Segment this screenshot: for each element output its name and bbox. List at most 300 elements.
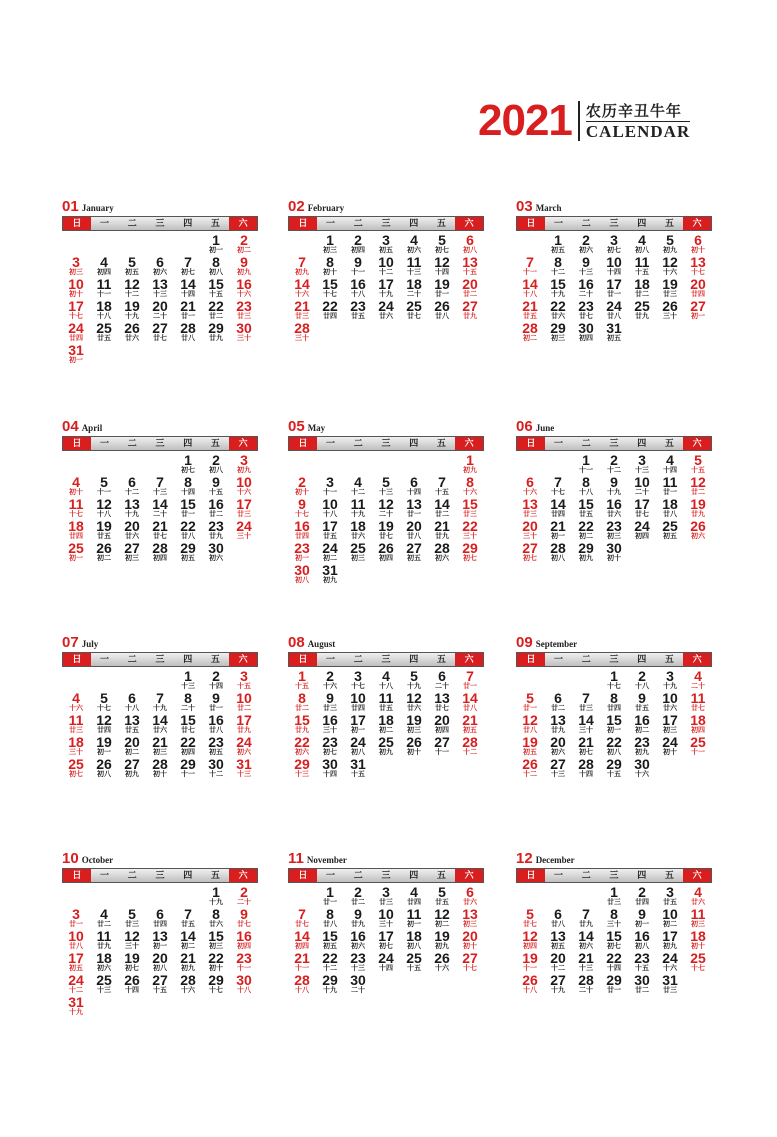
day-number: 7 [466,668,474,684]
day-number: 9 [638,690,646,706]
day-cell [544,974,572,996]
weekday-label: 日 [517,653,545,666]
lunar-day-label: 廿五 [379,705,393,712]
day-number: 8 [466,474,474,490]
day-number: 12 [124,928,140,944]
day-cell [344,670,372,692]
lunar-day-label: 初二 [635,727,649,734]
lunar-day-label: 初六 [435,555,449,562]
day-number: 5 [382,474,390,490]
weekday-label: 四 [637,654,647,664]
lunar-day-label: 廿八 [663,511,677,518]
day-cell [90,714,118,736]
day-number: 15 [322,276,338,292]
day-cell [544,758,572,780]
lunar-day-label: 初九 [125,771,139,778]
month-title [62,420,258,434]
day-number: 29 [606,972,622,988]
day-cell [146,714,174,736]
lunar-day-label: 初九 [379,749,393,756]
day-number: 8 [212,254,220,270]
day-number: 9 [354,254,362,270]
lunar-day-label: 二十 [435,683,449,690]
day-number: 27 [152,972,168,988]
day-cell [400,300,428,322]
day-number: 23 [634,734,650,750]
day-cell [174,256,202,278]
day-cell [146,542,174,564]
lunar-day-label: 十八 [237,987,251,994]
day-cell [146,758,174,780]
day-number: 17 [236,496,252,512]
day-number: 19 [96,734,112,750]
month-title [288,852,484,866]
day-cell [400,542,428,564]
lunar-day-label: 廿五 [125,727,139,734]
day-cell [516,736,544,758]
day-number: 13 [124,496,140,512]
lunar-day-label: 初五 [181,555,195,562]
day-number: 26 [96,540,112,556]
empty-cell [288,454,316,476]
day-cell [288,542,316,564]
lunar-day-label: 初八 [97,771,111,778]
weekday-label: 二 [127,218,137,228]
lunar-day-label: 初三 [351,555,365,562]
month-number: 10 [62,850,79,867]
lunar-day-label: 十八 [635,683,649,690]
weekday-label: 一 [326,870,336,880]
lunar-day-label: 初一 [97,749,111,756]
day-cell [456,886,484,908]
day-grid [288,234,484,344]
day-number: 2 [638,884,646,900]
day-number: 29 [606,756,622,772]
day-cell [400,692,428,714]
day-number: 30 [208,540,224,556]
day-number: 13 [152,276,168,292]
day-cell [428,886,456,908]
day-cell [202,974,230,996]
day-number: 4 [72,690,80,706]
day-cell [628,714,656,736]
lunar-day-label: 初八 [209,269,223,276]
day-cell [656,278,684,300]
day-number: 2 [582,232,590,248]
lunar-day-label: 十三 [181,683,195,690]
day-number: 1 [212,232,220,248]
lunar-day-label: 廿七 [635,511,649,518]
day-number: 10 [350,690,366,706]
day-number: 15 [606,712,622,728]
day-cell [516,520,544,542]
lunar-day-label: 初一 [295,555,309,562]
day-cell [230,234,258,256]
day-number: 3 [354,668,362,684]
day-number: 27 [462,298,478,314]
day-number: 14 [578,928,594,944]
day-number: 14 [462,690,478,706]
lunar-day-label: 初一 [153,943,167,950]
weekday-label: 二 [127,438,137,448]
day-cell [344,234,372,256]
day-number: 6 [128,690,136,706]
day-cell [400,234,428,256]
day-number: 31 [350,756,366,772]
day-number: 9 [240,906,248,922]
day-number: 25 [690,950,706,966]
day-cell [62,930,90,952]
lunar-day-label: 十五 [295,683,309,690]
day-number: 4 [100,906,108,922]
day-number: 31 [322,562,338,578]
day-grid [62,454,258,564]
day-cell [656,886,684,908]
day-number: 22 [294,734,310,750]
lunar-day-label: 初五 [379,247,393,254]
day-number: 17 [634,496,650,512]
day-cell [400,908,428,930]
day-cell [344,542,372,564]
day-number: 30 [208,756,224,772]
lunar-day-label: 十二 [463,749,477,756]
day-number: 15 [550,276,566,292]
day-cell [428,908,456,930]
month-title [516,200,712,214]
day-cell [600,454,628,476]
lunar-day-label: 二十 [379,511,393,518]
weekday-label: 四 [183,438,193,448]
day-number: 26 [406,734,422,750]
day-cell [344,692,372,714]
month-12 [516,852,712,996]
lunar-day-label: 初三 [463,921,477,928]
lunar-day-label: 初十 [323,269,337,276]
empty-cell [90,454,118,476]
lunar-day-label: 廿四 [69,335,83,342]
day-cell [516,542,544,564]
lunar-day-label: 初八 [153,965,167,972]
lunar-day-label: 初十 [691,943,705,950]
day-number: 11 [406,254,422,270]
day-number: 21 [294,298,310,314]
month-number: 02 [288,198,305,215]
day-cell [516,300,544,322]
day-number: 28 [462,734,478,750]
day-number: 27 [152,320,168,336]
lunar-day-label: 十五 [351,771,365,778]
lunar-day-label: 廿五 [579,511,593,518]
lunar-day-label: 廿六 [125,533,139,540]
day-cell [90,322,118,344]
lunar-day-label: 初三 [209,943,223,950]
day-cell [316,908,344,930]
lunar-day-label: 初十 [69,291,83,298]
month-name: November [306,855,347,865]
day-cell [456,714,484,736]
lunar-day-label: 廿九 [351,921,365,928]
lunar-day-label: 十九 [323,987,337,994]
weekday-label: 一 [326,218,336,228]
weekday-label: 五 [210,438,220,448]
day-number: 17 [68,298,84,314]
day-number: 7 [526,254,534,270]
weekday-label: 二 [581,870,591,880]
day-number: 2 [212,452,220,468]
weekday-label: 五 [436,218,446,228]
lunar-day-label: 初九 [237,269,251,276]
weekday-label: 三 [381,870,391,880]
day-cell [202,498,230,520]
day-number: 6 [526,474,534,490]
day-number: 28 [152,540,168,556]
lunar-day-label: 廿九 [97,943,111,950]
day-number: 28 [180,320,196,336]
day-number: 14 [152,496,168,512]
lunar-day-label: 初十 [295,489,309,496]
day-number: 20 [152,298,168,314]
day-cell [628,930,656,952]
day-cell [572,692,600,714]
day-cell [372,542,400,564]
day-cell [572,520,600,542]
day-cell [400,256,428,278]
day-number: 2 [298,474,306,490]
day-cell [400,736,428,758]
day-number: 15 [208,276,224,292]
day-number: 24 [236,518,252,534]
day-number: 3 [382,232,390,248]
day-cell [600,692,628,714]
lunar-day-label: 廿一 [607,291,621,298]
weekday-label: 四 [183,654,193,664]
empty-cell [288,886,316,908]
lunar-day-label: 廿一 [181,313,195,320]
day-cell [344,498,372,520]
lunar-day-label: 十四 [663,467,677,474]
day-number: 16 [578,276,594,292]
day-number: 22 [578,518,594,534]
weekday-label: 三 [609,218,619,228]
lunar-day-label: 廿三 [125,921,139,928]
year-title: 2021 [478,96,572,145]
day-cell [62,520,90,542]
day-number: 11 [690,690,706,706]
lunar-day-label: 初五 [551,247,565,254]
lunar-day-label: 十六 [69,705,83,712]
lunar-day-label: 廿一 [69,921,83,928]
day-cell [230,736,258,758]
day-cell [146,300,174,322]
day-number: 25 [68,540,84,556]
day-cell [90,256,118,278]
lunar-day-label: 初二 [323,555,337,562]
weekday-label: 三 [381,654,391,664]
day-number: 11 [68,712,84,728]
day-number: 6 [128,474,136,490]
day-number: 6 [438,668,446,684]
day-number: 11 [662,474,678,490]
lunar-day-label: 十三 [153,291,167,298]
day-cell [202,930,230,952]
day-cell [684,908,712,930]
lunar-day-label: 二十 [237,899,251,906]
day-cell [174,300,202,322]
day-number: 22 [208,950,224,966]
day-cell [316,476,344,498]
lunar-day-label: 十二 [551,965,565,972]
lunar-day-label: 十三 [351,965,365,972]
day-cell [146,736,174,758]
day-cell [174,908,202,930]
lunar-day-label: 廿七 [523,921,537,928]
lunar-day-label: 十一 [579,467,593,474]
empty-cell [62,234,90,256]
day-grid [516,886,712,996]
day-number: 3 [638,452,646,468]
lunar-day-label: 初九 [635,749,649,756]
weekday-label: 日 [63,653,91,666]
lunar-day-label: 十一 [691,749,705,756]
lunar-day-label: 廿二 [295,705,309,712]
lunar-day-label: 廿六 [153,727,167,734]
lunar-day-label: 廿九 [209,533,223,540]
day-cell [628,234,656,256]
lunar-day-label: 初六 [407,247,421,254]
day-number: 25 [378,734,394,750]
day-number: 18 [96,298,112,314]
day-cell [400,670,428,692]
month-name: September [535,639,578,649]
weekday-label: 三 [381,218,391,228]
day-number: 7 [582,690,590,706]
lunar-day-label: 初六 [97,965,111,972]
day-number: 21 [152,518,168,534]
day-cell [628,736,656,758]
lunar-day-label: 初十 [607,555,621,562]
weekday-label: 四 [637,218,647,228]
day-number: 22 [462,518,478,534]
day-number: 26 [690,518,706,534]
month-title [62,852,258,866]
day-cell [146,930,174,952]
weekday-label: 三 [381,438,391,448]
lunar-day-label: 十三 [579,269,593,276]
day-number: 26 [434,950,450,966]
day-cell [400,952,428,974]
lunar-day-label: 初三 [663,727,677,734]
lunar-day-label: 十五 [691,467,705,474]
weekday-label: 六 [455,437,483,450]
day-number: 19 [662,276,678,292]
lunar-day-label: 廿二 [691,489,705,496]
lunar-day-label: 初二 [237,247,251,254]
day-cell [572,908,600,930]
day-cell [684,498,712,520]
lunar-day-label: 初四 [295,943,309,950]
day-cell [90,278,118,300]
day-number: 26 [96,756,112,772]
day-cell [372,886,400,908]
day-number: 14 [434,496,450,512]
weekday-label: 一 [554,654,564,664]
lunar-day-label: 初五 [663,533,677,540]
day-cell [572,300,600,322]
day-number: 12 [406,690,422,706]
day-number: 28 [152,756,168,772]
day-cell [316,234,344,256]
day-cell [202,908,230,930]
day-number: 28 [550,540,566,556]
day-number: 18 [690,712,706,728]
lunar-day-label: 初三 [407,727,421,734]
day-cell [344,736,372,758]
empty-cell [62,886,90,908]
day-cell [202,520,230,542]
day-number: 30 [322,756,338,772]
day-cell [90,300,118,322]
lunar-day-label: 廿七 [579,313,593,320]
weekday-label: 六 [455,653,483,666]
day-cell [288,930,316,952]
lunar-day-label: 廿五 [97,533,111,540]
weekday-header [516,868,712,883]
weekday-label: 五 [436,654,446,664]
lunar-day-label: 十二 [125,489,139,496]
day-number: 26 [662,298,678,314]
day-number: 22 [550,298,566,314]
lunar-day-label: 十九 [551,987,565,994]
lunar-day-label: 十四 [181,291,195,298]
day-cell [428,278,456,300]
lunar-day-label: 初七 [607,943,621,950]
month-name: May [307,423,326,433]
lunar-day-label: 十六 [237,489,251,496]
lunar-day-label: 十三 [97,987,111,994]
month-title [288,420,484,434]
lunar-day-label: 初二 [663,921,677,928]
day-number: 8 [298,690,306,706]
empty-cell [62,454,90,476]
month-number: 01 [62,198,79,215]
lunar-day-label: 十二 [209,771,223,778]
day-number: 27 [690,298,706,314]
day-cell [118,542,146,564]
day-cell [316,256,344,278]
day-number: 3 [72,254,80,270]
month-title [62,636,258,650]
day-number: 12 [434,254,450,270]
weekday-label: 六 [683,437,711,450]
day-cell [344,886,372,908]
lunar-day-label: 十八 [523,987,537,994]
lunar-day-label: 十九 [351,511,365,518]
day-cell [456,908,484,930]
day-number: 16 [322,712,338,728]
day-cell [656,974,684,996]
lunar-day-label: 廿八 [69,943,83,950]
month-04 [62,420,258,564]
lunar-day-label: 廿六 [607,511,621,518]
day-number: 28 [578,972,594,988]
day-cell [684,234,712,256]
lunar-day-label: 初四 [635,533,649,540]
day-number: 17 [236,712,252,728]
day-cell [656,234,684,256]
day-cell [684,692,712,714]
day-cell [572,542,600,564]
day-cell [372,908,400,930]
